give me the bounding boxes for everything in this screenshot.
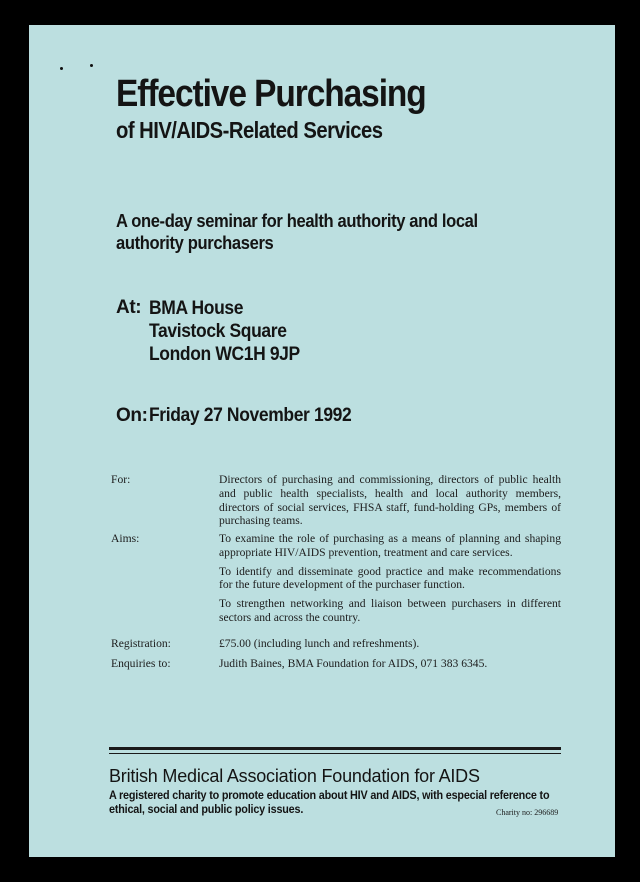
venue-line: Tavistock Square [149, 321, 287, 342]
aim-item: To strengthen networking and liaison between purchasers in different sectors and across the country. [219, 597, 561, 624]
enquiries-value: Judith Baines, BMA Foundation for AIDS, 071 383 6345. [219, 657, 488, 670]
date-label: On: [116, 405, 148, 426]
venue-address [149, 297, 300, 366]
charity-description: A registered charity to promote education about HIV and AIDS, with especial reference to ethical, social and public policy issues. [109, 790, 550, 816]
enquiries-label: Enquiries to: [111, 657, 171, 670]
organisation-name: British Medical Association Foundation for AIDS [109, 766, 480, 786]
page-title: Effective Purchasing [116, 73, 426, 115]
audience-text: Directors of purchasing and commissioning, directors of public health and public health specialists, health and local authority members, directors of social services, FHSA staff, fund-holding GPs, members of purchasing teams. [219, 473, 561, 528]
aim-item: To identify and disseminate good practice and make recommendations for the future development of the purchaser function. [219, 564, 561, 592]
flyer-page [29, 25, 615, 857]
aims-list [219, 532, 561, 630]
aim-item: To examine the role of purchasing as a means of planning and shaping appropriate HIV/AIDS prevention, treatment and care services. [219, 532, 561, 559]
venue-line: BMA House [149, 298, 244, 319]
seminar-date: Friday 27 November 1992 [149, 405, 352, 426]
registration-value: £75.00 (including lunch and refreshments). [219, 637, 420, 650]
footer-rule-thin [109, 753, 561, 754]
venue-label: At: [116, 297, 142, 318]
footer-rule-thick [109, 747, 561, 750]
charity-number: Charity no: 296689 [496, 808, 559, 817]
seminar-intro: A one-day seminar for health authority and local authority purchasers [116, 211, 478, 253]
aims-label: Aims: [111, 532, 140, 545]
venue-line: London WC1H 9JP [149, 344, 300, 365]
registration-label: Registration: [111, 637, 171, 650]
for-value [219, 473, 561, 533]
for-label: For: [111, 473, 131, 486]
page-subtitle: of HIV/AIDS-Related Services [116, 117, 383, 143]
punch-marks [57, 64, 97, 70]
